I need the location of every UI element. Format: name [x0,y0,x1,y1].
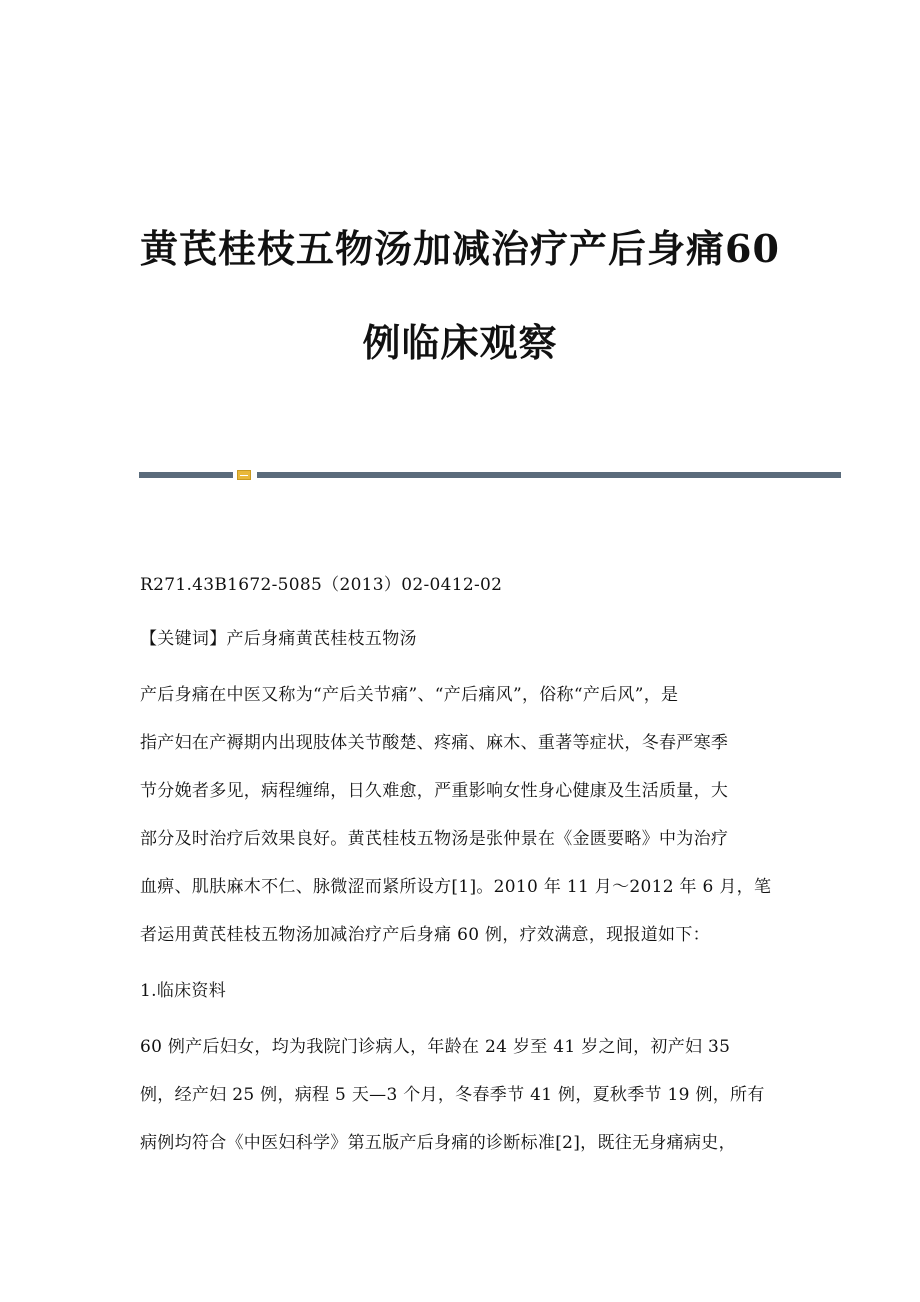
classification-code: R271.43B1672-5085（2013）02-0412-02 [140,575,503,595]
divider-marker-icon [237,470,251,480]
divider-bar-right [257,472,841,478]
intro-line: 节分娩者多见，病程缠绵，日久难愈，严重影响女性身心健康及生活质量，大 [140,781,729,801]
title-line-1: 黄芪桂枝五物汤加减治疗产后身痛60 [140,226,780,271]
intro-line: 产后身痛在中医又称为“产后关节痛”、“产后痛风”，俗称“产后风”，是 [140,685,679,705]
title-divider [139,470,841,480]
clinical-line: 例，经产妇 25 例，病程 5 天—3 个月，冬春季节 41 例，夏秋季节 19 例，所有 [140,1085,765,1105]
clinical-line: 60 例产后妇女，均为我院门诊病人，年龄在 24 岁至 41 岁之间，初产妇 35 [140,1037,731,1057]
intro-line: 者运用黄芪桂枝五物汤加减治疗产后身痛 60 例，疗效满意，现报道如下： [140,925,710,945]
intro-line: 指产妇在产褥期内出现肢体关节酸楚、疼痛、麻木、重著等症状，冬春严寒季 [140,733,729,753]
keywords: 【关键词】产后身痛黄芪桂枝五物汤 [140,629,417,649]
divider-bar-left [139,472,233,478]
clinical-line: 病例均符合《中医妇科学》第五版产后身痛的诊断标准[2]，既往无身痛病史， [140,1133,736,1153]
intro-line: 血痹、肌肤麻木不仁、脉微涩而紧所设方[1]。2010 年 11 月～2012 年 6 月，笔 [140,877,772,897]
section-heading: 1.临床资料 [140,981,227,1001]
intro-line: 部分及时治疗后效果良好。黄芪桂枝五物汤是张仲景在《金匮要略》中为治疗 [140,829,729,849]
title-line-2: 例临床观察 [362,320,558,365]
